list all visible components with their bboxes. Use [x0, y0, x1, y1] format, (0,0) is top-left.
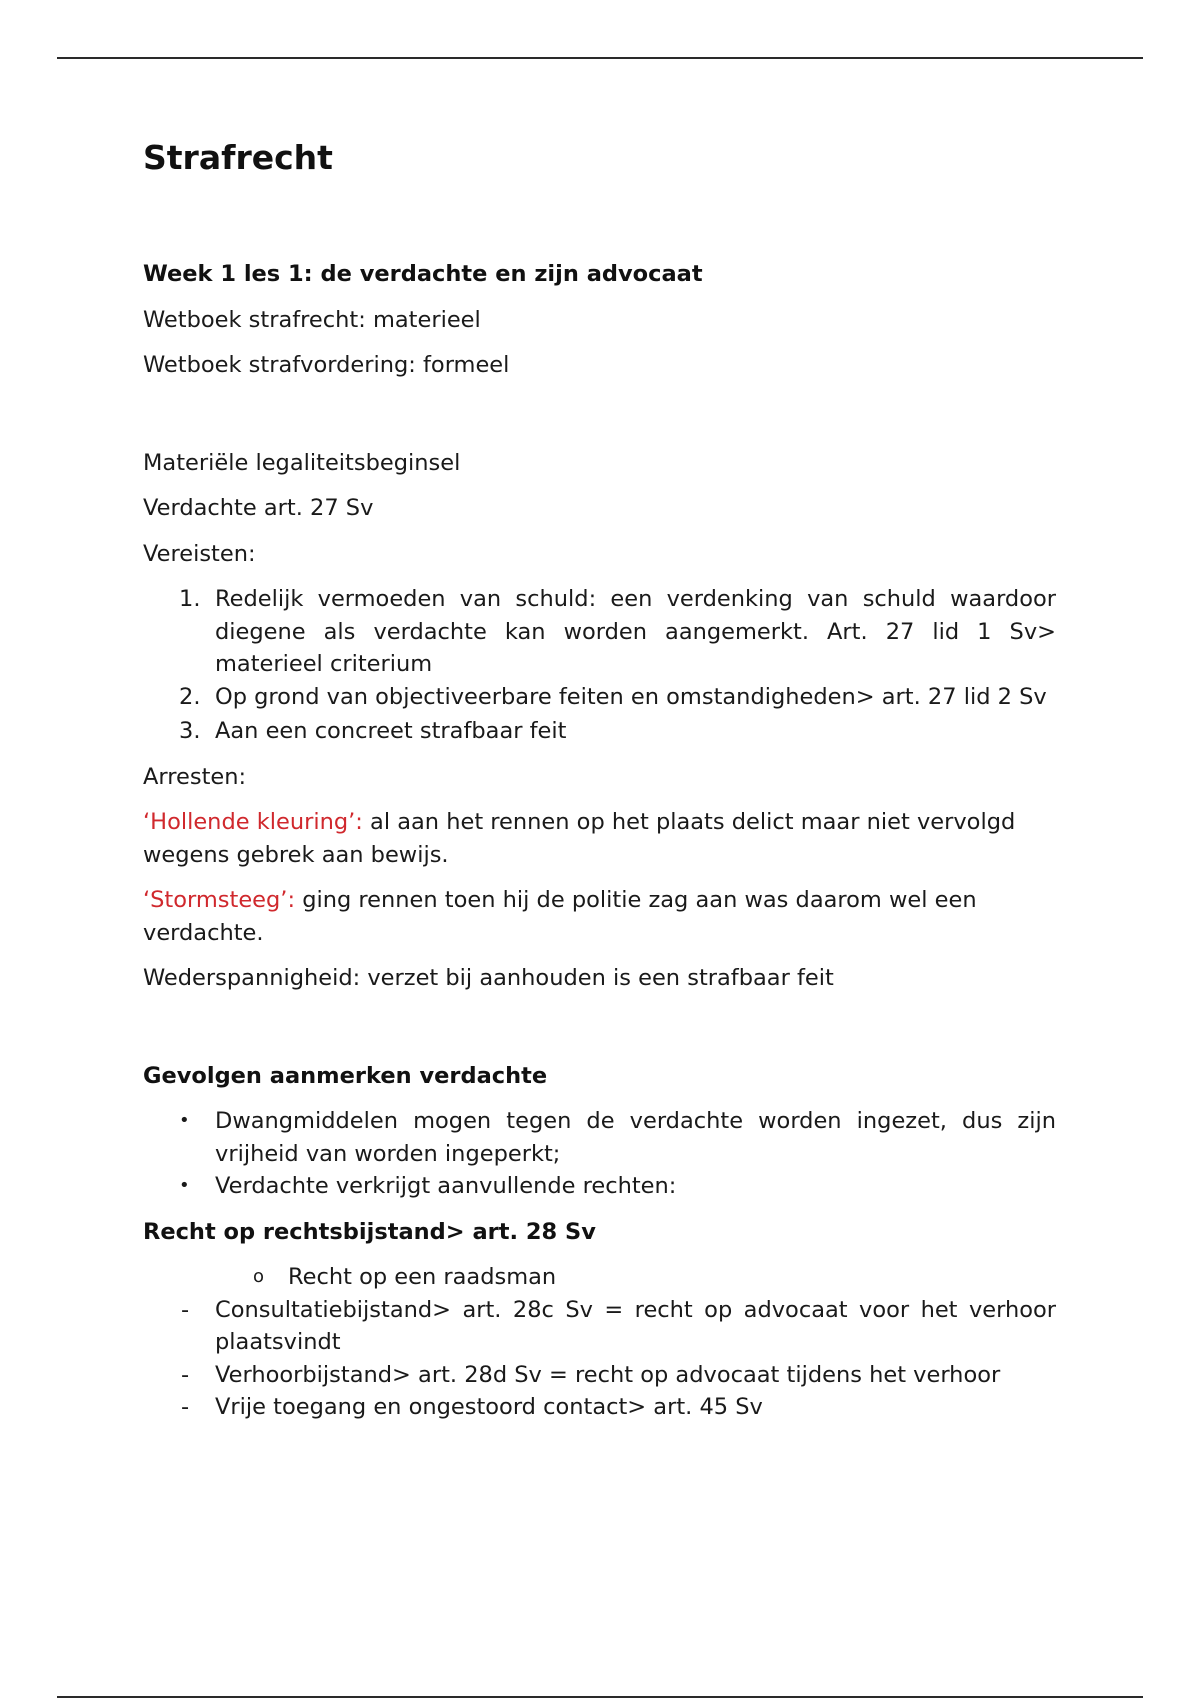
list-item-text: Vrije toegang en ongestoord contact> art. 45 Sv: [215, 1394, 763, 1420]
gevolgen-bullet-list: [143, 1105, 1056, 1203]
list-number: 1.: [179, 586, 201, 612]
list-item: [143, 1261, 1056, 1294]
arrest-text: al aan het rennen op het plaats delict maar niet vervolgd wegens gebrek aan bewijs.: [143, 809, 1016, 868]
rechtsbijstand-sub-list: [143, 1261, 1056, 1294]
list-number: 2.: [179, 683, 201, 710]
list-item-text: Verdachte verkrijgt aanvullende rechten:: [215, 1173, 677, 1199]
dash-bullet-icon: -: [181, 1296, 190, 1323]
list-item-text: Aan een concreet strafbaar feit: [215, 718, 567, 744]
paragraph-wetboek-strafrecht: Wetboek strafrecht: materieel: [143, 306, 481, 333]
paragraph-wederspannigheid: Wederspannigheid: verzet bij aanhouden is een strafbaar feit: [143, 965, 834, 991]
dash-bullet-icon: -: [181, 1394, 190, 1420]
list-item: [143, 1170, 1056, 1203]
dash-bullet-icon: -: [181, 1361, 190, 1388]
list-item: [143, 1294, 1056, 1359]
bullet-icon: •: [179, 1175, 190, 1196]
list-item: [143, 681, 1056, 714]
section-heading-rechtsbijstand: Recht op rechtsbijstand> art. 28 Sv: [143, 1218, 596, 1245]
rechtsbijstand-dash-list: [143, 1294, 1056, 1424]
paragraph-vereisten: Vereisten:: [143, 540, 256, 567]
list-item-text: Dwangmiddelen mogen tegen de verdachte worden ingezet, dus zijn vrijheid van worden ingeperkt;: [215, 1108, 1056, 1167]
bottom-rule: [57, 1696, 1143, 1698]
list-item: [143, 715, 1056, 748]
list-item: [143, 583, 1056, 681]
paragraph-verdachte: Verdachte art. 27 Sv: [143, 495, 374, 521]
list-number: 3.: [179, 718, 201, 744]
list-item: [143, 1391, 1056, 1424]
top-rule: [57, 57, 1143, 59]
arrest-text: ging rennen toen hij de politie zag aan was daarom wel een verdachte.: [143, 887, 977, 946]
paragraph-arrest-stormsteeg: [143, 884, 1056, 949]
paragraph-wetboek-strafvordering: Wetboek strafvordering: formeel: [143, 352, 510, 378]
arrest-name: ‘Hollende kleuring’:: [143, 809, 363, 835]
section-heading-week1: Week 1 les 1: de verdachte en zijn advocaat: [143, 261, 703, 287]
requirements-list: [143, 583, 1056, 748]
document-title: Strafrecht: [143, 138, 333, 177]
paragraph-arresten-label: Arresten:: [143, 763, 247, 790]
list-item: [143, 1359, 1056, 1392]
paragraph-legaliteitsbeginsel: Materiële legaliteitsbeginsel: [143, 449, 461, 476]
list-item-text: Redelijk vermoeden van schuld: een verdenking van schuld waardoor diegene als verdachte kan worden aangemerkt. Art. 27 lid 1 Sv> materieel criterium: [215, 586, 1056, 677]
circle-bullet-icon: o: [253, 1266, 265, 1287]
list-item-text: Verhoorbijstand> art. 28d Sv = recht op advocaat tijdens het verhoor: [215, 1361, 1001, 1388]
paragraph-arrest-hollende-kleuring: [143, 806, 1056, 871]
document-page: [143, 138, 1056, 1424]
list-item-text: Recht op een raadsman: [288, 1264, 557, 1290]
list-item-text: Op grond van objectiveerbare feiten en omstandigheden> art. 27 lid 2 Sv: [215, 683, 1047, 710]
list-item: [143, 1105, 1056, 1170]
arrest-name: ‘Stormsteeg’:: [143, 887, 296, 913]
list-item-text: Consultatiebijstand> art. 28c Sv = recht op advocaat voor het verhoor plaatsvindt: [215, 1296, 1056, 1355]
section-heading-gevolgen: Gevolgen aanmerken verdachte: [143, 1062, 548, 1089]
bullet-icon: •: [179, 1110, 190, 1131]
